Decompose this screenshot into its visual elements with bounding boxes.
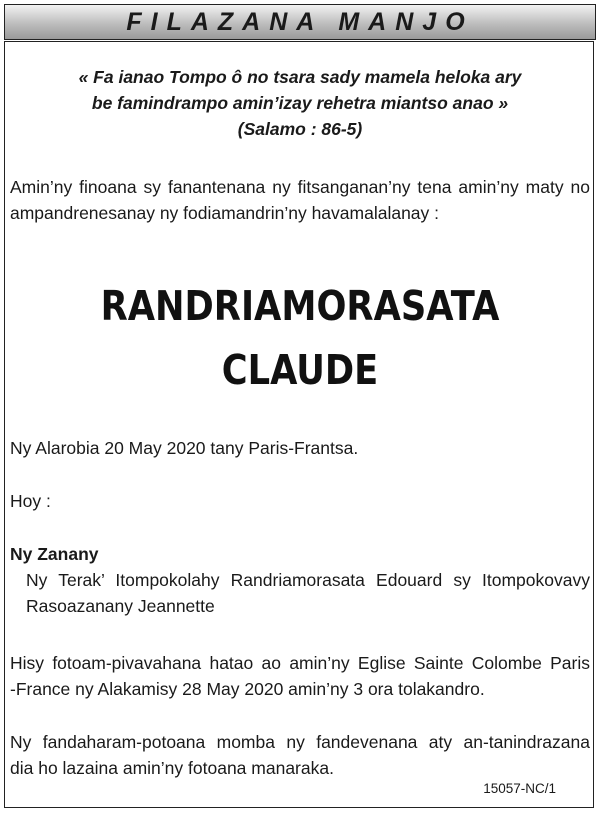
- deceased-given-name: CLAUDE: [221, 346, 379, 394]
- intro-line-1: Amin’ny finoana sy fanantenana ny fitsanganan’ny tena amin’ny maty no: [10, 177, 590, 197]
- header-title: FILAZANA MANJO: [126, 7, 474, 36]
- service-line-1: Hisy fotoam-pivavahana hatao ao amin’ny Eglise Sainte Colombe Paris: [10, 653, 590, 673]
- header-banner: [4, 4, 596, 40]
- family-section: [10, 541, 590, 619]
- intro-line-2: ampandrenesanay ny fodiamandrin’ny havamalalanay :: [10, 203, 440, 223]
- service-paragraph: [10, 650, 590, 702]
- hoy-label: [10, 488, 590, 514]
- reference-code: 15057-NC/1: [483, 781, 556, 796]
- closing-line-1: Ny fandaharam-potoana momba ny fandevenana aty an-tanindrazana: [10, 732, 590, 752]
- intro-paragraph: [10, 174, 590, 226]
- quote-line-2: be famindrampo amin’izay rehetra miantso anao »: [91, 93, 509, 113]
- family-members: [10, 567, 590, 619]
- family-line-1: Ny Terak’ Itompokolahy Randriamorasata Edouard sy Itompokovavy: [26, 570, 590, 590]
- family-line-2: Rasoazanany Jeannette: [26, 596, 215, 616]
- family-heading: Ny Zanany: [10, 544, 99, 564]
- service-line-2: -France ny Alakamisy 28 May 2020 amin’ny 3 ora tolakandro.: [10, 679, 485, 699]
- death-notice-text: Ny Alarobia 20 May 2020 tany Paris-Frantsa.: [10, 438, 359, 458]
- quote-line-1: « Fa ianao Tompo ô no tsara sady mamela heloka ary: [78, 67, 522, 87]
- scripture-quote: [0, 64, 600, 142]
- quote-citation: (Salamo : 86-5): [237, 119, 363, 139]
- deceased-surname: RANDRIAMORASATA: [100, 282, 500, 330]
- death-notice: [10, 435, 590, 461]
- closing-paragraph: [10, 729, 590, 781]
- closing-line-2: dia ho lazaina amin’ny fotoana manaraka.: [10, 758, 334, 778]
- hoy-text: Hoy :: [10, 491, 51, 511]
